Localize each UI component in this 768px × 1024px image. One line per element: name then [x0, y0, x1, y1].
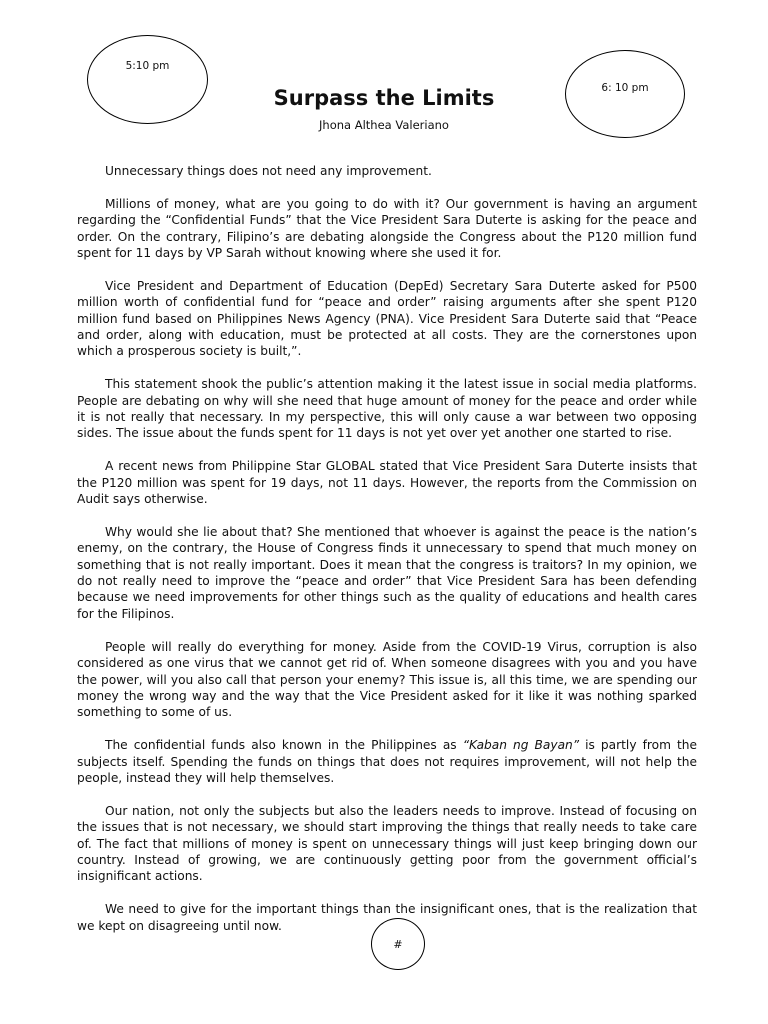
paragraph-7: People will really do everything for money. Aside from the COVID-19 Virus, corruption is also considered as one virus that we cannot get rid of. When someone disagrees with you and you have the power, will you also call that person your enemy? This issue is, all this time, we are spending our money the wrong way and the way that the Vice President asked for it like it was nothing sparked something to some of us. — [77, 639, 697, 720]
paragraph-8-end: is partly from the subjects itself. Spending the funds on things that does not requires improvement, will not help the people, instead they will help themselves. — [77, 738, 697, 785]
author-name: Jhona Althea Valeriano — [319, 118, 449, 132]
paragraph-4: This statement shook the public’s attention making it the latest issue in social media platforms. People are debating on why will she need that huge amount of money for the peace and order while it is not really that necessary. In my perspective, this will only cause a war between two opposing sides. The issue about the funds spent for 11 days is not yet over yet another one started to rise. — [77, 377, 697, 441]
page-number: # — [393, 937, 403, 951]
paragraph-10: We need to give for the important things than the insignificant ones, that is the realization that we kept on disagreeing until now. — [77, 902, 697, 933]
paragraph-2: Millions of money, what are you going to do with it? Our government is having an argument regarding the “Confidential Funds” that the Vice President Sara Duterte is asking for the peace and order. On the contrary, Filipino’s are debating alongside the Congress about the P120 million fund spent for 11 days by VP Sarah without knowing where she used it for. — [77, 196, 697, 261]
kaban-ng-bayan-term: “Kaban ng Bayan” — [462, 738, 580, 753]
paragraph-9: Our nation, not only the subjects but also the leaders needs to improve. Instead of focusing on the issues that is not necessary, we should start improving the things that really needs to take care of. The fact that millions of money is spent on unnecessary things will just keep bringing down our country. Instead of growing, we are continuously getting poor from the government official’s insignificant actions. — [77, 803, 697, 884]
page-number-oval — [371, 918, 425, 970]
paragraph-8-start: The confidential funds also known in the Philippines as — [105, 738, 463, 753]
paragraph-1: Unnecessary things does not need any improvement. — [105, 164, 432, 178]
start-time-oval — [87, 35, 208, 124]
paragraph-5: A recent news from Philippine Star GLOBAL stated that Vice President Sara Duterte insists that the P120 million was spent for 19 days, not 11 days. However, the reports from the Commission on Audit says otherwise. — [77, 459, 697, 507]
end-time-text: 6: 10 pm — [601, 82, 649, 94]
article-body — [77, 163, 697, 950]
start-time-text: 5:10 pm — [125, 59, 170, 72]
paragraph-8 — [77, 737, 697, 786]
document-title: Surpass the Limits — [273, 86, 495, 110]
paragraph-6: Why would she lie about that? She mentioned that whoever is against the peace is the nation’s enemy, on the contrary, the House of Congress finds it unnecessary to spend that much money on something that is not really important. Does it mean that the congress is traitors? In my opinion, we do not really need to improve the “peace and order” that Vice President Sara has been defending because we need improvements for other things such as the quality of educations and health cares for the Filipinos. — [77, 524, 697, 621]
paragraph-3: Vice President and Department of Education (DepEd) Secretary Sara Duterte asked for P500 million worth of confidential fund for “peace and order” raising arguments after she spent P120 million fund based on Philippines News Agency (PNA). Vice President Sara Duterte said that “Peace and order, along with education, must be protected at all costs. They are the cornerstones upon which a prosperous society is built,”. — [77, 278, 697, 359]
